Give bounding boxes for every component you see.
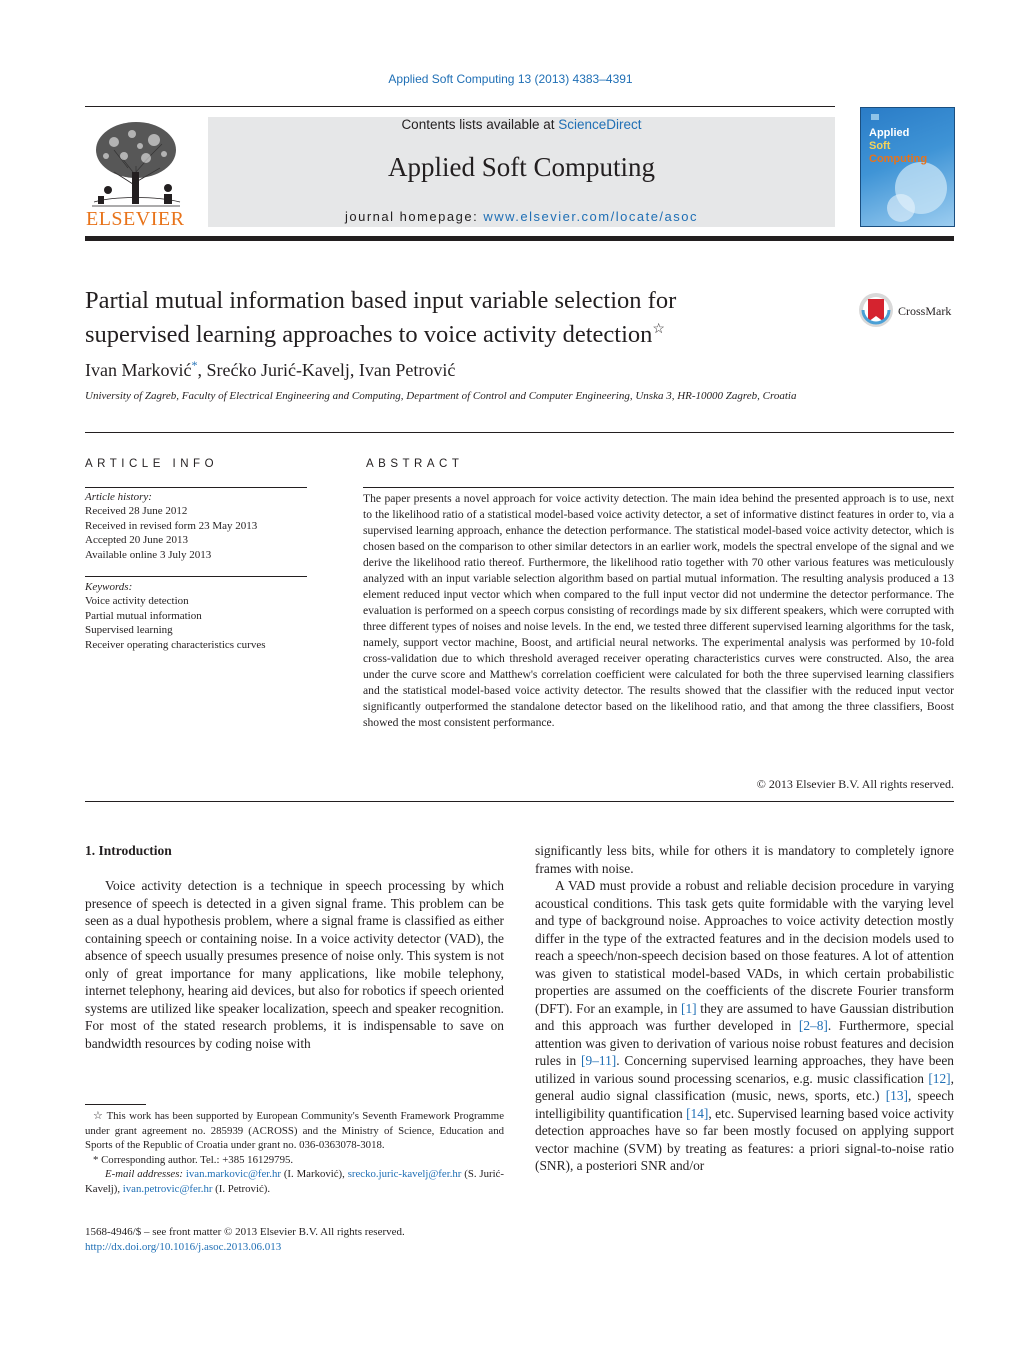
corresponding-text: Corresponding author. Tel.: +385 16129795. (98, 1153, 294, 1166)
author-separator: , (349, 360, 359, 380)
footnote-corr-mark: * (93, 1153, 99, 1166)
keyword-item: Receiver operating characteristics curves (85, 638, 266, 651)
keywords-label: Keywords: (85, 581, 133, 593)
intro-paragraph-2 (535, 877, 954, 1175)
email-label: E-mail addresses: (105, 1168, 184, 1180)
funding-footnote (85, 1109, 504, 1153)
cover-title (869, 127, 927, 166)
para2-text: , etc. Supervised learning based voice activity detection approaches have so far been mostly focused on applying support vector machine (SVM) by treating as features: a priori signal-to-noise ratio (SNR), a posteriori SNR and/or (535, 1105, 954, 1173)
author-list (85, 358, 455, 381)
section-heading-introduction: 1. Introduction (85, 843, 172, 858)
para2-text: they are assumed to have Gaussian distribution and this approach was further developed in (535, 1000, 954, 1033)
cover-title-line-3: Computing (869, 153, 928, 165)
funding-text: This work has been supported by European Community's Seventh Framework Programme under grant agreement no. 285939 (ACROSS) and the Ministry of Science, Education and Sports of the Republic of Croatia under grant no. 036-0363078-3018. (85, 1110, 504, 1151)
reference-link[interactable]: [14] (686, 1105, 709, 1121)
reference-link[interactable]: [1] (681, 1000, 697, 1016)
reference-link[interactable]: [9–11] (581, 1053, 617, 1068)
email-link[interactable]: srecko.juric-kavelj@fer.hr (347, 1168, 462, 1180)
para2-text: . Concerning supervised learning approaches, they have been utilized in various sound processing scenarios, e.g. music classification (535, 1053, 954, 1086)
history-online: Available online 3 July 2013 (85, 548, 212, 561)
reference-link[interactable]: [13] (885, 1088, 909, 1103)
doi-link[interactable]: http://dx.doi.org/10.1016/j.asoc.2013.06.013 (85, 1241, 282, 1253)
email-owner: (I. Marković), (280, 1168, 348, 1180)
reference-link[interactable]: [12] (928, 1070, 951, 1086)
author-2[interactable]: Srećko Jurić-Kavelj (206, 360, 350, 380)
email-link[interactable]: ivan.markovic@fer.hr (185, 1168, 281, 1180)
affiliation-rule (85, 432, 954, 433)
cover-title-line-1: Applied (869, 127, 910, 139)
abstract-text: The paper presents a novel approach for voice activity detection. The main idea behind the presented approach is to use, next to the likelihood ratio of a statistical model-based voice activity detector, a set of informative distinct features in order to, via a supervised learning approach, enhance the detection performance. The statistical model-based voice activity detector, which is chosen based on the comparison to other similar detectors in an earlier work, models the spectral envelope of the signal and we derive the likelihood ratio thereof. Furthermore, the likelihood ratio together with 70 other various features was meticulously analyzed with an input variable selection algorithm based on partial mutual information. The resulting analysis produced a 13 element reduced input vector which when compared to the full input vector did not undermine the detector performance. The evaluation is performed on a speech corpus consisting of recordings made by six different speakers, which were corrupted with three different types of noises and noise levels. In the end, we tested three different supervised learning algorithms for the task, namely, support vector machine, Boost, and artificial neural networks. The experimental analysis was performed by 10-fold cross-validation due to which threshold averaged receiver operating characteristics curves were constructed. Also, the area under the curve score and Matthew's correlation coefficient were calculated for both the three supervised learning classifiers and the statistical model-based voice activity detector. The results showed that the classifier with the reduced input vector significantly outperformed the standalone detector based on the likelihood ratio, and that among the three classifiers, Boost showed the most consistent performance. (363, 492, 954, 729)
issn-line: 1568-4946/$ – see front matter © 2013 Elsevier B.V. All rights reserved. (85, 1226, 405, 1238)
corresponding-footnote (85, 1153, 504, 1168)
article-info-heading: ARTICLE INFO (85, 458, 219, 470)
author-3[interactable]: Ivan Petrović (358, 360, 456, 380)
abstract-heading: ABSTRACT (366, 458, 464, 470)
article-info-rule (85, 487, 307, 488)
homepage-link[interactable]: www.elsevier.com/locate/asoc (483, 209, 698, 224)
article-history (85, 490, 310, 562)
journal-citation-link[interactable]: Applied Soft Computing 13 (2013) 4383–4391 (388, 72, 633, 86)
footnotes (85, 1109, 504, 1196)
intro-paragraph-1: Voice activity detection is a technique in speech processing by which presence of speech is detected in a given signal frame. This problem can be seen as a dual hypothesis problem, where a signal frame is classified as either containing speech or containing noise. In a voice activity detector (VAD), the absence of speech usually presumes presence of noise only. This system is not only of great importance for many applications, like mobile telephony, internet telephony, hearing aid devices, but also for robotics if speech oriented systems are utilized like speaker localization, speech and speaker recognition. For most of the stated research problems, it is indispensable to save on bandwidth resources by coding noise with (85, 878, 504, 1051)
cover-art (861, 108, 954, 226)
homepage-prefix: journal homepage: (345, 209, 484, 224)
para2-text: . Furthermore, special attention was given to derivation of various noise robust features and decision rules in (535, 1018, 954, 1068)
header-rule (85, 106, 835, 107)
front-matter (85, 1225, 525, 1255)
email-owner: (I. Petrović). (212, 1182, 271, 1195)
elsevier-wordmark: ELSEVIER (86, 208, 185, 230)
keywords-rule (85, 576, 307, 577)
abstract-bottom-rule (85, 801, 954, 802)
journal-name: Applied Soft Computing (387, 152, 655, 182)
history-accepted: Accepted 20 June 2013 (85, 534, 188, 547)
journal-homepage (208, 209, 835, 224)
journal-cover-thumbnail[interactable] (860, 107, 955, 227)
sciencedirect-link[interactable]: ScienceDirect (558, 117, 642, 132)
article-title (85, 286, 805, 349)
intro-paragraph-continued: significantly less bits, while for others it is mandatory to completely ignore frames with noise. (535, 843, 954, 876)
title-line-2 (85, 315, 805, 349)
footnote-rule (85, 1104, 146, 1105)
corresponding-author-mark[interactable]: * (191, 358, 198, 372)
keyword-item: Supervised learning (85, 624, 173, 637)
keywords (85, 580, 310, 652)
footnote-star-mark: ☆ (93, 1110, 104, 1122)
para2-text: A VAD must provide a robust and reliable decision procedure in varying acoustical conditions. This task gets quite formidable with the varying level and type of background noise. Approaches to voice activity detection mostly differ in the type of the extracted features and in the decision models used to reach a speech/non-speech decision based on those features. A lot of attention was given to statistical model-based VADs, in which certain probabilistic properties are assumed on the coefficients of the discrete Fourier transform (DFT). For an example, in (535, 878, 954, 1016)
history-label: Article history: (85, 491, 152, 503)
abstract-copyright: © 2013 Elsevier B.V. All rights reserved. (756, 777, 954, 791)
abstract-rule (363, 487, 954, 488)
reference-link[interactable]: [2–8] (798, 1018, 828, 1033)
history-received: Received 28 June 2012 (85, 505, 188, 518)
author-separator: , (197, 360, 207, 380)
contents-prefix: Contents lists available at (401, 117, 559, 132)
affiliation: University of Zagreb, Faculty of Electrical Engineering and Computing, Department of Control and Computer Engineering, Unska 3, HR-10000 Zagreb, Croatia (85, 390, 797, 402)
keyword-item: Partial mutual information (85, 609, 202, 622)
title-line-1: Partial mutual information based input variable selection for (85, 287, 677, 314)
crossmark-label[interactable]: CrossMark (898, 304, 952, 318)
email-owner: (S. Jurić-Kavelj), (85, 1168, 504, 1195)
header-thick-rule (85, 236, 954, 241)
email-link[interactable]: ivan.petrovic@fer.hr (122, 1182, 213, 1195)
title-star-footnote-mark[interactable]: ☆ (652, 322, 665, 337)
para2-text: , speech intelligibility quantification (535, 1088, 954, 1121)
body-column-left (85, 877, 504, 1052)
para2-text: , general audio signal classification (music, news, sports, etc.) (535, 1070, 954, 1103)
cover-title-line-2: Soft (869, 140, 891, 152)
body-column-right (535, 842, 954, 1175)
history-revised: Received in revised form 23 May 2013 (85, 519, 258, 532)
keyword-item: Voice activity detection (85, 595, 189, 608)
email-footnote (85, 1167, 504, 1196)
author-1[interactable]: Ivan Marković (85, 360, 192, 380)
contents-line (208, 117, 835, 132)
title-line-2-text: supervised learning approaches to voice activity detection (85, 321, 653, 349)
